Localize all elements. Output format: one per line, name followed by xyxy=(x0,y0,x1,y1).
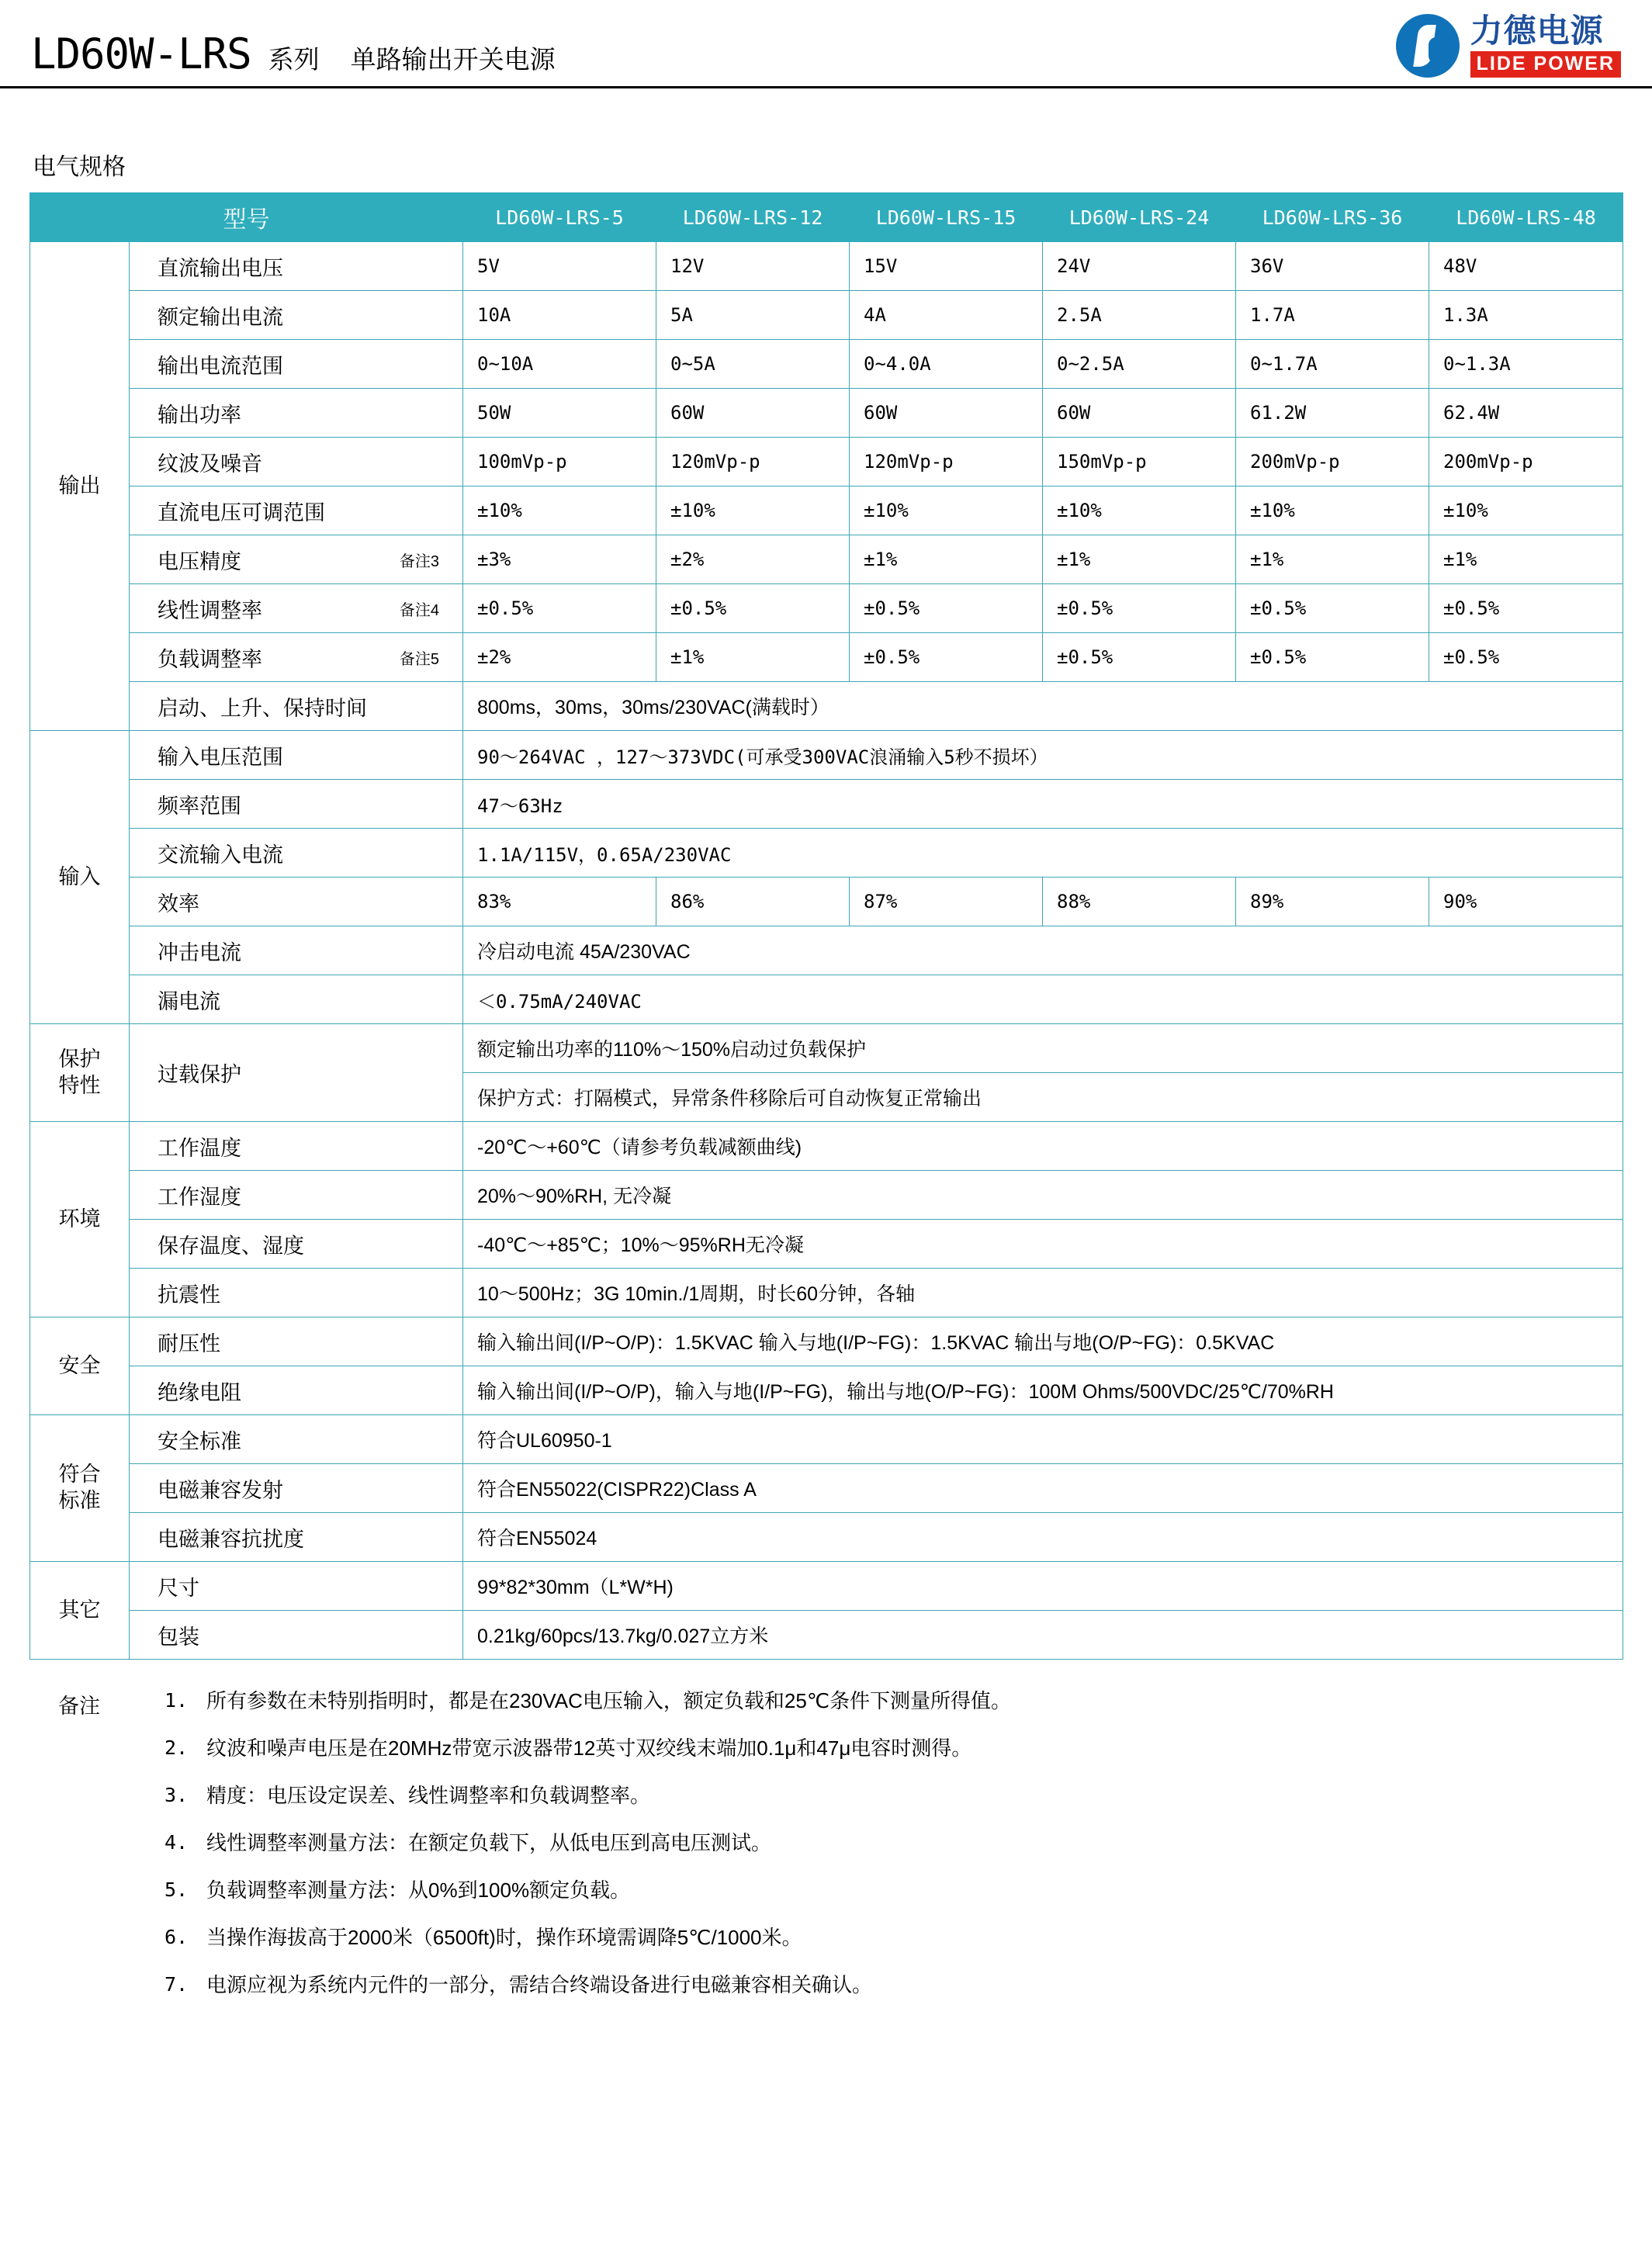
param-efficiency: 效率 xyxy=(130,878,463,926)
param-ripple-noise: 纹波及噪音 xyxy=(130,438,463,486)
table-row xyxy=(30,1611,1623,1660)
notes-label: 备注 xyxy=(58,1695,100,1718)
value: 0~5A xyxy=(656,340,850,389)
table-row xyxy=(30,926,1623,975)
table-row xyxy=(30,731,1623,780)
table-row xyxy=(30,340,1623,389)
value: ±0.5% xyxy=(463,584,656,633)
note-number: 6. xyxy=(165,1926,189,1948)
note-number: 4. xyxy=(165,1831,189,1854)
category-environment: 环境 xyxy=(30,1122,130,1317)
notes-list xyxy=(129,1686,1623,2017)
value: 5A xyxy=(656,291,850,340)
note-text: 负载调整率测量方法：从0%到100%额定负载。 xyxy=(206,1878,631,1902)
notes-section xyxy=(0,1660,1652,2048)
value: 88% xyxy=(1043,878,1236,926)
value: 2.5A xyxy=(1043,291,1236,340)
value: ±1% xyxy=(1236,535,1429,584)
param-dimensions: 尺寸 xyxy=(130,1562,463,1611)
specification-table xyxy=(29,192,1623,1660)
list-item xyxy=(165,1781,1623,1811)
value: ±0.5% xyxy=(1429,633,1623,682)
value: ±2% xyxy=(656,535,850,584)
value: ±0.5% xyxy=(1236,584,1429,633)
param-dc-output-voltage: 直流输出电压 xyxy=(130,242,463,291)
value: 符合EN55024 xyxy=(463,1513,1623,1562)
table-row xyxy=(30,584,1623,633)
table-row xyxy=(30,1464,1623,1513)
table-header-row xyxy=(30,193,1623,242)
header-model-3: LD60W-LRS-24 xyxy=(1043,193,1236,242)
param-startup-rise-hold-time: 启动、上升、保持时间 xyxy=(130,682,463,731)
table-row xyxy=(30,535,1623,584)
value: 36V xyxy=(1236,242,1429,291)
value: ±0.5% xyxy=(850,584,1043,633)
param-emc-emission: 电磁兼容发射 xyxy=(130,1464,463,1513)
table-row xyxy=(30,1024,1623,1073)
value: ±0.5% xyxy=(656,584,850,633)
value: 60W xyxy=(656,389,850,438)
value: 0~1.7A xyxy=(1236,340,1429,389)
value: ±10% xyxy=(1429,486,1623,535)
note-number: 2. xyxy=(165,1736,189,1759)
table-row xyxy=(30,1317,1623,1366)
value: 符合UL60950-1 xyxy=(463,1415,1623,1464)
param-output-current-range: 输出电流范围 xyxy=(130,340,463,389)
value: ＜0.75mA/240VAC xyxy=(463,975,1623,1024)
logo-text xyxy=(1470,14,1621,78)
table-row xyxy=(30,242,1623,291)
value: 61.2W xyxy=(1236,389,1429,438)
value: 10～500Hz；3G 10min./1周期，时长60分钟，各轴 xyxy=(463,1269,1623,1317)
table-row xyxy=(30,1562,1623,1611)
param-frequency-range: 频率范围 xyxy=(130,780,463,829)
table-row xyxy=(30,291,1623,340)
logo-company-en: LIDE POWER xyxy=(1470,51,1621,78)
param-rated-output-current: 额定输出电流 xyxy=(130,291,463,340)
value: 83% xyxy=(463,878,656,926)
param-line-regulation xyxy=(130,584,463,633)
value: 12V xyxy=(656,242,850,291)
value: 200mVp-p xyxy=(1429,438,1623,486)
header-title-row xyxy=(31,0,1621,78)
value: 15V xyxy=(850,242,1043,291)
param-insulation-resistance: 绝缘电阻 xyxy=(130,1366,463,1415)
param-label: 线性调整率 xyxy=(158,598,262,622)
value: ±1% xyxy=(656,633,850,682)
value: 0~4.0A xyxy=(850,340,1043,389)
value: 99*82*30mm（L*W*H) xyxy=(463,1562,1623,1611)
value: 1.7A xyxy=(1236,291,1429,340)
value: 50W xyxy=(463,389,656,438)
table-row xyxy=(30,389,1623,438)
value: ±10% xyxy=(850,486,1043,535)
value: 额定输出功率的110%～150%启动过负载保护 xyxy=(463,1024,1623,1073)
value: 120mVp-p xyxy=(850,438,1043,486)
list-item xyxy=(165,1733,1623,1764)
table-row xyxy=(30,1122,1623,1171)
param-emc-immunity: 电磁兼容抗扰度 xyxy=(130,1513,463,1562)
value: 60W xyxy=(1043,389,1236,438)
value: 150mVp-p xyxy=(1043,438,1236,486)
param-leakage-current: 漏电流 xyxy=(130,975,463,1024)
value: ±0.5% xyxy=(850,633,1043,682)
value: ±10% xyxy=(1236,486,1429,535)
section-title: 电气规格 xyxy=(33,154,126,180)
category-output: 输出 xyxy=(30,242,130,731)
value: 120mVp-p xyxy=(656,438,850,486)
table-row xyxy=(30,975,1623,1024)
value: 0~10A xyxy=(463,340,656,389)
note-text: 当操作海拔高于2000米（6500ft)时，操作环境需调降5℃/1000米。 xyxy=(206,1926,802,1949)
value: ±10% xyxy=(463,486,656,535)
table-row xyxy=(30,1415,1623,1464)
table-row xyxy=(30,438,1623,486)
value: 1.1A/115V，0.65A/230VAC xyxy=(463,829,1623,878)
header-model-1: LD60W-LRS-12 xyxy=(656,193,850,242)
series-word: 系列 xyxy=(268,45,320,74)
category-protection: 保护 特性 xyxy=(30,1024,130,1122)
param-input-voltage-range: 输入电压范围 xyxy=(130,731,463,780)
param-note-ref: 备注4 xyxy=(399,602,439,619)
param-note-ref: 备注3 xyxy=(399,553,439,570)
value: 0~1.3A xyxy=(1429,340,1623,389)
value: ±3% xyxy=(463,535,656,584)
param-label: 电压精度 xyxy=(158,549,241,573)
param-output-power: 输出功率 xyxy=(130,389,463,438)
table-row xyxy=(30,486,1623,535)
table-row xyxy=(30,633,1623,682)
param-storage-temp-humidity: 保存温度、湿度 xyxy=(130,1220,463,1269)
header-model-label: 型号 xyxy=(30,193,463,242)
value: 5V xyxy=(463,242,656,291)
note-number: 3. xyxy=(165,1784,189,1806)
value: 100mVp-p xyxy=(463,438,656,486)
page-header xyxy=(0,0,1652,109)
value: ±1% xyxy=(1043,535,1236,584)
param-overload-protection: 过载保护 xyxy=(130,1024,463,1122)
table-row xyxy=(30,878,1623,926)
param-packaging: 包装 xyxy=(130,1611,463,1660)
value: 0~2.5A xyxy=(1043,340,1236,389)
logo-mark-icon xyxy=(1396,14,1460,78)
param-operating-temperature: 工作温度 xyxy=(130,1122,463,1171)
param-inrush-current: 冲击电流 xyxy=(130,926,463,975)
note-text: 线性调整率测量方法：在额定负载下，从低电压到高电压测试。 xyxy=(206,1831,772,1854)
param-label: 负载调整率 xyxy=(158,647,262,671)
note-text: 所有参数在未特别指明时，都是在230VAC电压输入，额定负载和25℃条件下测量所得值。 xyxy=(206,1689,1012,1712)
table-row xyxy=(30,1366,1623,1415)
header-model-4: LD60W-LRS-36 xyxy=(1236,193,1429,242)
value: 86% xyxy=(656,878,850,926)
note-text: 电源应视为系统内元件的一部分，需结合终端设备进行电磁兼容相关确认。 xyxy=(206,1973,873,1996)
param-load-regulation xyxy=(130,633,463,682)
param-note-ref: 备注5 xyxy=(399,651,439,668)
category-safety: 安全 xyxy=(30,1317,130,1415)
param-withstand-voltage: 耐压性 xyxy=(130,1317,463,1366)
note-text: 精度：电压设定误差、线性调整率和负载调整率。 xyxy=(206,1784,651,1807)
note-number: 5. xyxy=(165,1878,189,1901)
table-row xyxy=(30,682,1623,731)
param-operating-humidity: 工作湿度 xyxy=(130,1171,463,1220)
value: 冷启动电流 45A/230VAC xyxy=(463,926,1623,975)
value: ±1% xyxy=(1429,535,1623,584)
spec-table-wrap xyxy=(0,192,1652,1660)
value: 200mVp-p xyxy=(1236,438,1429,486)
value: 47～63Hz xyxy=(463,780,1623,829)
header-model-0: LD60W-LRS-5 xyxy=(463,193,656,242)
category-standards: 符合 标准 xyxy=(30,1415,130,1562)
list-item xyxy=(165,1923,1623,1953)
param-ac-input-current: 交流输入电流 xyxy=(130,829,463,878)
note-text: 纹波和噪声电压是在20MHz带宽示波器带12英寸双绞线末端加0.1μ和47μ电容时测得。 xyxy=(206,1736,972,1760)
header-divider xyxy=(0,86,1652,88)
company-logo xyxy=(1396,9,1621,82)
value: 20%～90%RH, 无冷凝 xyxy=(463,1171,1623,1220)
value: ±0.5% xyxy=(1043,584,1236,633)
value: -20℃～+60℃（请参考负载减额曲线) xyxy=(463,1122,1623,1171)
header-model-2: LD60W-LRS-15 xyxy=(850,193,1043,242)
value: 4A xyxy=(850,291,1043,340)
note-number: 7. xyxy=(165,1973,189,1996)
product-model: LD60W-LRS xyxy=(31,29,251,78)
value: 60W xyxy=(850,389,1043,438)
value: 输入输出间(I/P~O/P)：1.5KVAC 输入与地(I/P~FG)：1.5KVAC 输出与地(O/P~FG)：0.5KVAC xyxy=(463,1317,1623,1366)
value: 1.3A xyxy=(1429,291,1623,340)
value: 90～264VAC ，127～373VDC(可承受300VAC浪涌输入5秒不损坏） xyxy=(463,731,1623,780)
value: 输入输出间(I/P~O/P)，输入与地(I/P~FG)，输出与地(O/P~FG)：100M Ohms/500VDC/25℃/70%RH xyxy=(463,1366,1623,1415)
param-dc-voltage-adjust-range: 直流电压可调范围 xyxy=(130,486,463,535)
value: 89% xyxy=(1236,878,1429,926)
param-safety-standard: 安全标准 xyxy=(130,1415,463,1464)
header-model-5: LD60W-LRS-48 xyxy=(1429,193,1623,242)
category-input: 输入 xyxy=(30,731,130,1024)
value: 符合EN55022(CISPR22)Class A xyxy=(463,1464,1623,1513)
value: 800ms，30ms，30ms/230VAC(满载时） xyxy=(463,682,1623,731)
list-item xyxy=(165,1686,1623,1716)
table-row xyxy=(30,1513,1623,1562)
value: 90% xyxy=(1429,878,1623,926)
category-other: 其它 xyxy=(30,1562,130,1660)
value: 0.21kg/60pcs/13.7kg/0.027立方米 xyxy=(463,1611,1623,1660)
table-row xyxy=(30,1220,1623,1269)
value: 24V xyxy=(1043,242,1236,291)
list-item xyxy=(165,1828,1623,1858)
param-vibration: 抗震性 xyxy=(130,1269,463,1317)
value: 62.4W xyxy=(1429,389,1623,438)
value: ±0.5% xyxy=(1043,633,1236,682)
value: 保护方式：打隔模式，异常条件移除后可自动恢复正常输出 xyxy=(463,1073,1623,1122)
param-voltage-accuracy xyxy=(130,535,463,584)
logo-company-cn: 力德电源 xyxy=(1470,12,1604,49)
list-item xyxy=(165,1875,1623,1906)
list-item xyxy=(165,1970,1623,2000)
value: ±2% xyxy=(463,633,656,682)
value: ±1% xyxy=(850,535,1043,584)
value: ±10% xyxy=(656,486,850,535)
value: 87% xyxy=(850,878,1043,926)
product-subtitle: 单路输出开关电源 xyxy=(350,45,556,74)
note-number: 1. xyxy=(165,1689,189,1712)
value: ±0.5% xyxy=(1429,584,1623,633)
table-row xyxy=(30,780,1623,829)
table-row xyxy=(30,829,1623,878)
table-row xyxy=(30,1171,1623,1220)
value: 48V xyxy=(1429,242,1623,291)
value: ±0.5% xyxy=(1236,633,1429,682)
value: -40℃～+85℃；10%～95%RH无冷凝 xyxy=(463,1220,1623,1269)
table-row xyxy=(30,1269,1623,1317)
value: 10A xyxy=(463,291,656,340)
value: ±10% xyxy=(1043,486,1236,535)
